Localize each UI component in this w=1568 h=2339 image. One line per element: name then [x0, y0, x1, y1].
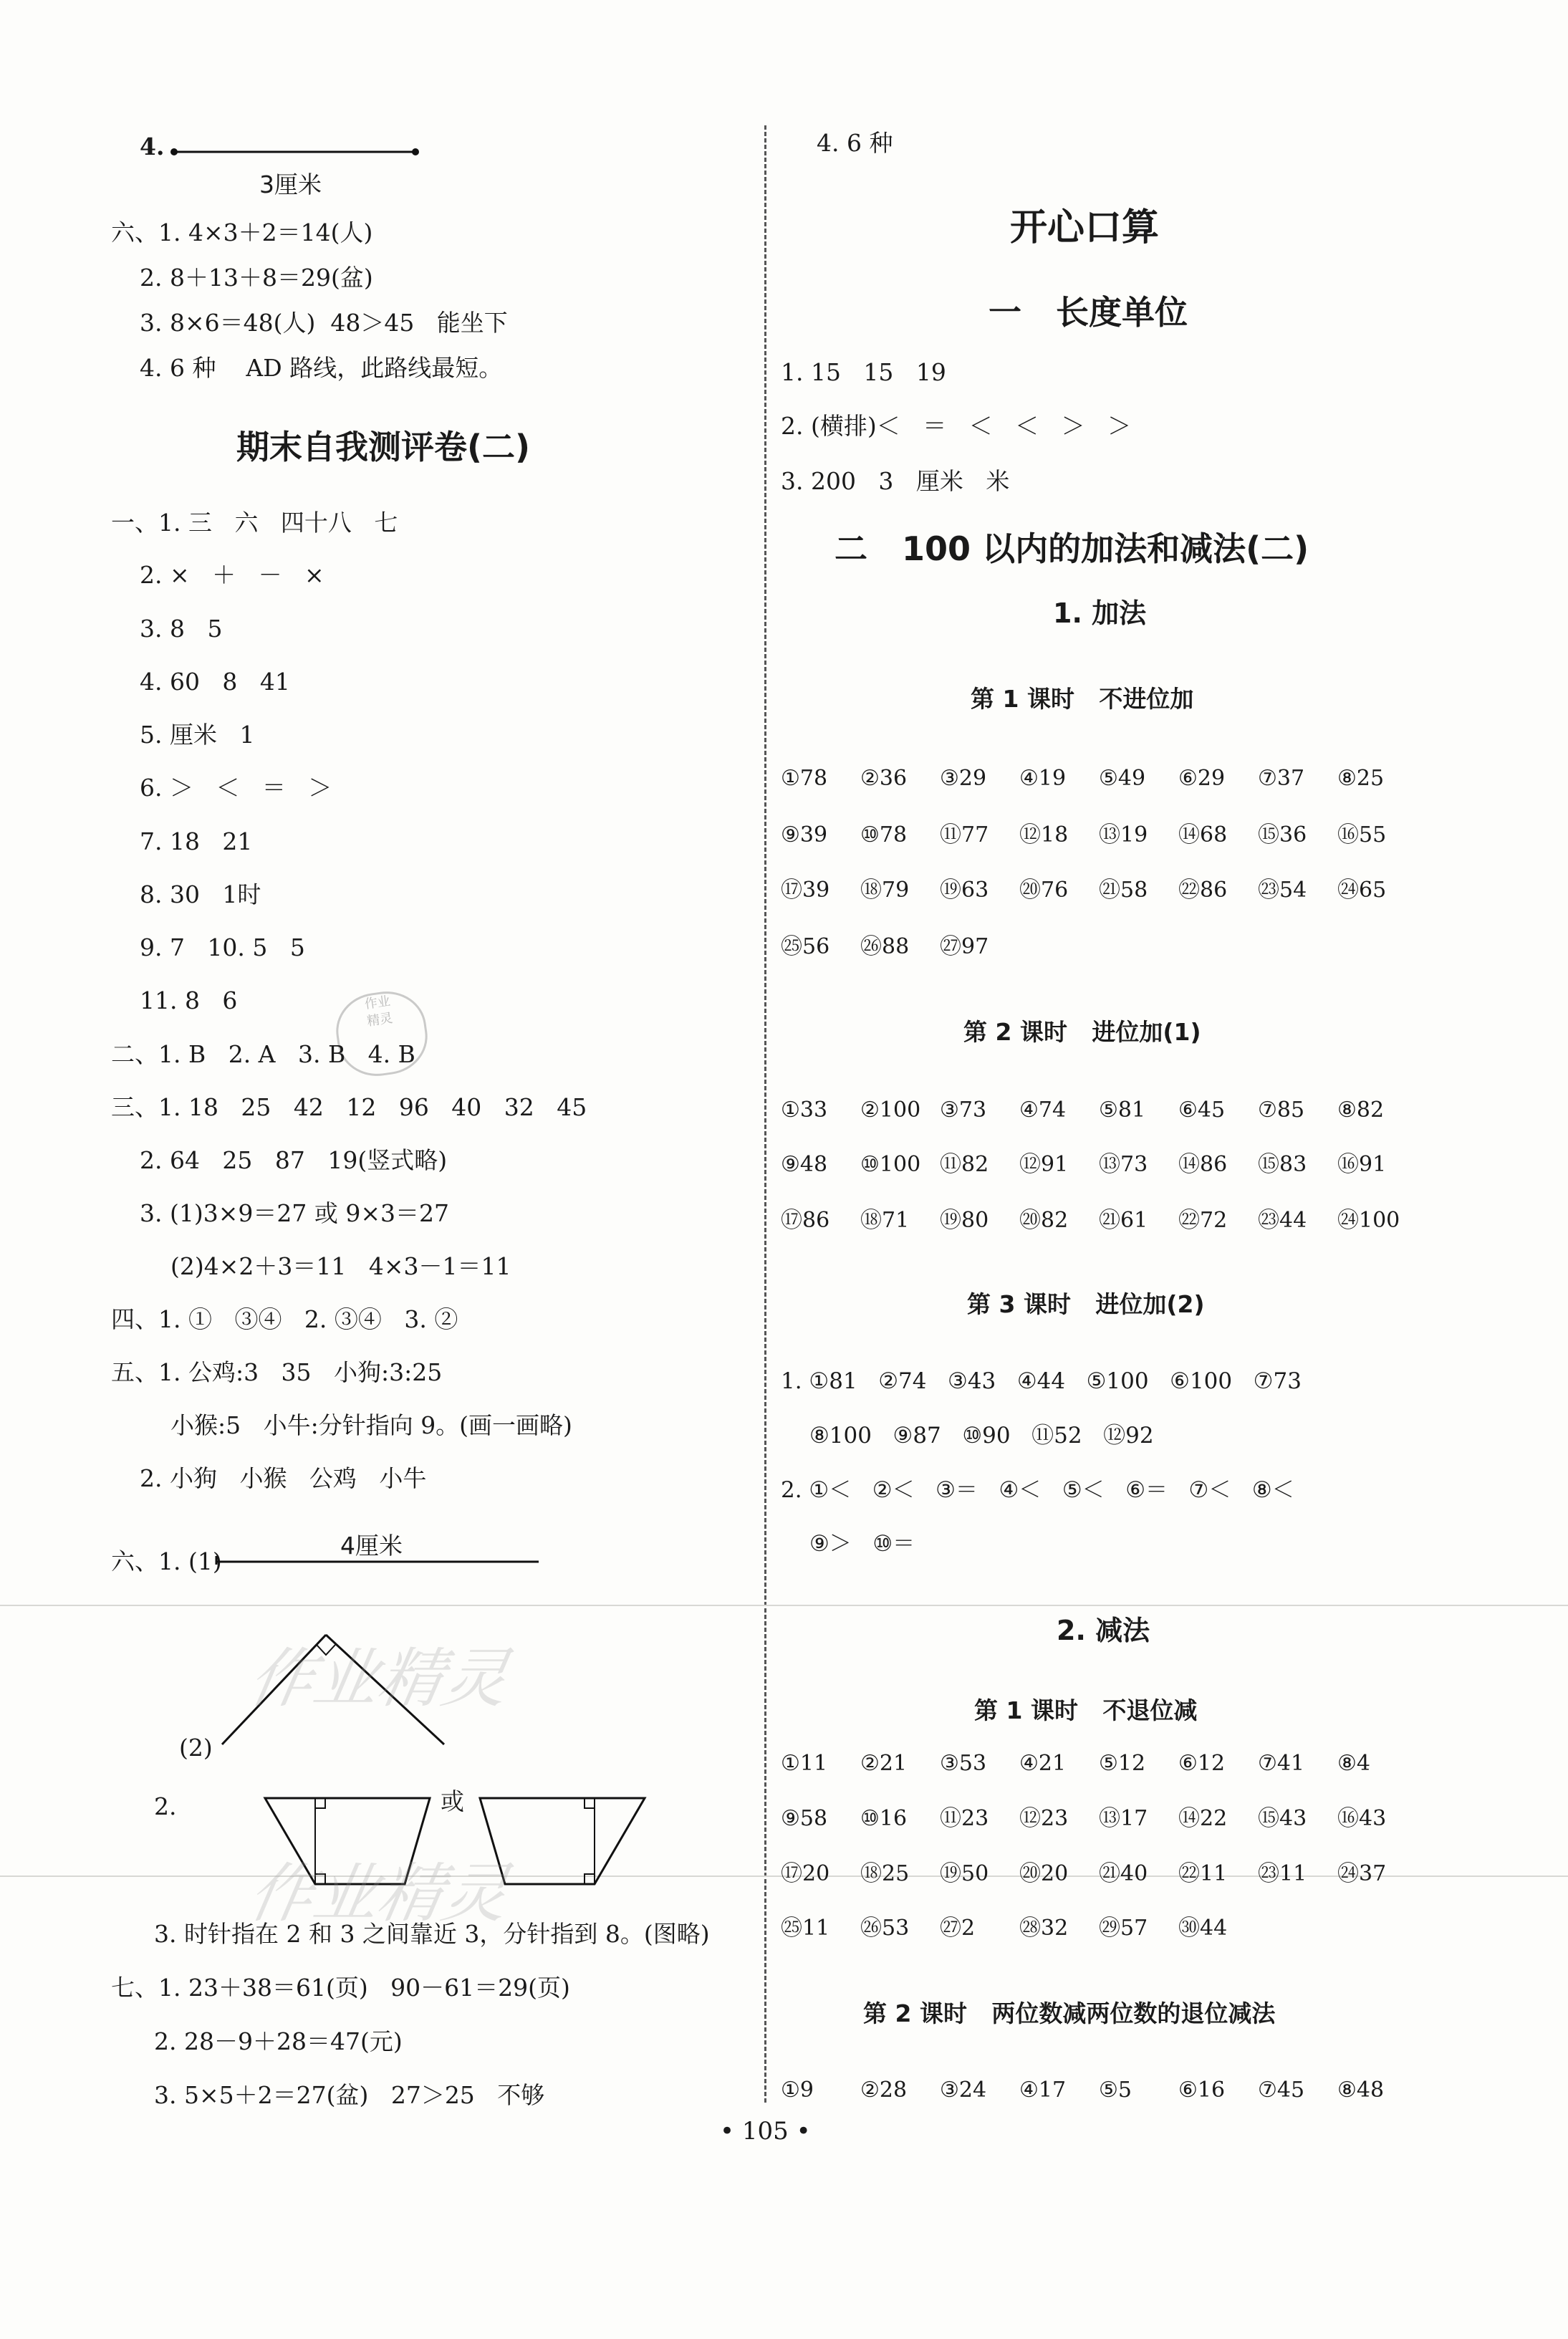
answer-cell: ㉒11	[1178, 1861, 1228, 1886]
answer-line: 一、1. 三 六 四十八 七	[111, 509, 398, 537]
answer-row	[781, 1749, 1417, 1778]
answer-cell: ㉖53	[860, 1916, 910, 1941]
answer-line: 2. 28－9＋28＝47(元)	[154, 2027, 403, 2055]
answer-cell: ③29	[940, 766, 987, 791]
unit-title: 二 100 以内的加法和减法(二)	[834, 529, 1309, 568]
answer-cell: ③53	[940, 1751, 987, 1776]
answer-cell: ⑥45	[1178, 1098, 1226, 1123]
answer-cell: ⑥16	[1178, 2078, 1226, 2103]
subsection-title: 2. 减法	[1057, 1615, 1150, 1646]
answer-line: 4.	[140, 133, 165, 160]
answer-cell: ⑤81	[1099, 1098, 1146, 1123]
watermark: 作业精灵	[243, 1856, 514, 1931]
answer-row	[781, 2076, 1417, 2105]
answer-line: 2. 8＋13＋8＝29(盆)	[140, 264, 373, 292]
answer-cell: ⑱25	[860, 1861, 910, 1886]
lesson-title: 第 2 课时 两位数减两位数的退位减法	[863, 1999, 1276, 2027]
answer-line: 4. 6 种	[817, 129, 893, 157]
answer-cell: ㉑58	[1099, 878, 1148, 903]
answer-cell: ⑳76	[1019, 878, 1069, 903]
answer-line: 五、1. 公鸡:3 35 小狗:3:25	[111, 1358, 443, 1386]
answer-cell: ⑯55	[1337, 822, 1387, 847]
answer-line: 四、1. ① ③④ 2. ③④ 3. ②	[111, 1305, 458, 1333]
answer-cell: ⑳82	[1019, 1208, 1069, 1233]
lesson-title: 第 2 课时 进位加(1)	[963, 1018, 1201, 1046]
answer-cell: ⑲50	[940, 1861, 989, 1886]
answer-cell: ㉚44	[1178, 1916, 1228, 1941]
answer-line: 二、1. B 2. A 3. B 4. B	[111, 1040, 415, 1068]
answer-cell: ⑧4	[1337, 1751, 1370, 1776]
answer-cell: ②21	[860, 1751, 908, 1776]
answer-cell: ④21	[1019, 1751, 1067, 1776]
answer-line: 5. 厘米 1	[140, 721, 255, 749]
answer-cell: ⑧25	[1337, 766, 1385, 791]
answer-cell: ⑱79	[860, 878, 910, 903]
answer-cell: ⑤5	[1099, 2078, 1132, 2103]
or-label: 或	[441, 1787, 464, 1815]
answer-cell: ⑫18	[1019, 822, 1069, 847]
answer-cell: ⑮83	[1258, 1152, 1307, 1177]
answer-cell: ⑨48	[781, 1152, 828, 1177]
answer-line: 6. ＞ ＜ ＝ ＞	[140, 774, 332, 802]
answer-line: 3. 5×5＋2＝27(盆) 27＞25 不够	[154, 2081, 545, 2109]
answer-cell: ⑩100	[860, 1152, 921, 1177]
answer-cell: ⑨39	[781, 822, 828, 847]
answer-line: 六、1. 4×3＋2＝14(人)	[111, 218, 373, 246]
answer-line: 1. 15 15 19	[781, 358, 946, 386]
answer-line: 9. 7 10. 5 5	[140, 933, 305, 961]
answer-cell: ⑧82	[1337, 1098, 1385, 1123]
answer-line: 1. ①81 ②74 ③43 ④44 ⑤100 ⑥100 ⑦73	[781, 1368, 1302, 1394]
answer-row	[781, 821, 1417, 850]
answer-cell: ⑭22	[1178, 1806, 1228, 1831]
answer-cell: ㉒86	[1178, 878, 1228, 903]
answer-row	[781, 1914, 1258, 1943]
answer-line: 4. 60 8 41	[140, 668, 290, 696]
answer-cell: ㉑61	[1099, 1208, 1148, 1233]
answer-cell: ⑮36	[1258, 822, 1307, 847]
answer-line: (2)	[179, 1734, 213, 1762]
answer-cell: ①33	[781, 1098, 828, 1123]
answer-row	[781, 876, 1417, 905]
answer-cell: ⑳20	[1019, 1861, 1069, 1886]
answer-row	[781, 1860, 1417, 1888]
answer-cell: ㉙57	[1099, 1916, 1148, 1941]
answer-cell: ⑦37	[1258, 766, 1305, 791]
answer-cell: ⑩78	[860, 822, 908, 847]
answer-cell: ⑨58	[781, 1806, 828, 1831]
answer-cell: ⑰20	[781, 1861, 830, 1886]
answer-cell: ㉓11	[1258, 1861, 1307, 1886]
answer-line: 2. 64 25 87 19(竖式略)	[140, 1146, 448, 1174]
answer-cell: ㉔37	[1337, 1861, 1387, 1886]
answer-cell: ⑪23	[940, 1806, 989, 1831]
answer-line: 七、1. 23＋38＝61(页) 90－61＝29(页)	[111, 1974, 570, 2002]
answer-line: 3. 8 5	[140, 615, 223, 643]
segment-label: 4厘米	[340, 1532, 403, 1560]
answer-line: 2. 小狗 小猴 公鸡 小牛	[140, 1464, 427, 1492]
lesson-title: 第 1 课时 不进位加	[971, 685, 1194, 713]
answer-cell: ⑮43	[1258, 1806, 1307, 1831]
answer-cell: ⑯91	[1337, 1152, 1387, 1177]
answer-cell: ㉓54	[1258, 878, 1307, 903]
answer-cell: ②28	[860, 2078, 908, 2103]
answer-line: 三、1. 18 25 42 12 96 40 32 45	[111, 1093, 587, 1121]
answer-line: 3. 200 3 厘米 米	[781, 467, 1010, 495]
answer-row	[781, 1096, 1417, 1125]
answer-cell: ㉕56	[781, 934, 830, 959]
answer-row	[781, 933, 1019, 961]
answer-line: 2. (横排)＜ ＝ ＜ ＜ ＞ ＞	[781, 412, 1132, 440]
answer-cell: ⑲63	[940, 878, 989, 903]
answer-line: ⑨＞ ⑩＝	[809, 1531, 915, 1557]
answer-cell: ⑪82	[940, 1152, 989, 1177]
answer-cell: ①11	[781, 1751, 828, 1776]
answer-cell: ④74	[1019, 1098, 1067, 1123]
answer-cell: ②100	[860, 1098, 921, 1123]
lesson-title: 第 3 课时 进位加(2)	[967, 1290, 1205, 1318]
answer-cell: ㉑40	[1099, 1861, 1148, 1886]
answer-row	[781, 1206, 1417, 1235]
answer-cell: ㉒72	[1178, 1208, 1228, 1233]
answer-line: 11. 8 6	[140, 986, 238, 1014]
answer-cell: ㉗97	[940, 934, 989, 959]
answer-line: ⑧100 ⑨87 ⑩90 ⑪52 ⑫92	[809, 1423, 1154, 1449]
answer-cell: ㉔100	[1337, 1208, 1400, 1233]
answer-cell: ⑪77	[940, 822, 989, 847]
answer-line: 3. (1)3×9＝27 或 9×3＝27	[140, 1199, 449, 1227]
segment-label: 3厘米	[259, 170, 322, 198]
lesson-title: 第 1 课时 不退位减	[974, 1696, 1198, 1724]
answer-cell: ⑬17	[1099, 1806, 1148, 1831]
segment-3cm	[168, 143, 426, 160]
answer-cell: ⑫23	[1019, 1806, 1069, 1831]
answer-cell: ㉗2	[940, 1916, 976, 1941]
answer-line: 2. ①＜ ②＜ ③＝ ④＜ ⑤＜ ⑥＝ ⑦＜ ⑧＜	[781, 1477, 1294, 1503]
watermark-stamp: 作业 精灵	[332, 986, 433, 1081]
column-divider	[764, 125, 766, 2103]
answer-cell: ⑱71	[860, 1208, 910, 1233]
answer-cell: ㉖88	[860, 934, 910, 959]
answer-line: 7. 18 21	[140, 827, 253, 855]
answer-cell: ③73	[940, 1098, 987, 1123]
answer-cell: ⑤49	[1099, 766, 1146, 791]
answer-line: 小猴:5 小牛:分针指向 9。(画一画略)	[170, 1411, 572, 1439]
answer-cell: ㉔65	[1337, 878, 1387, 903]
watermark: 作业精灵	[243, 1641, 514, 1716]
answer-cell: ⑫91	[1019, 1152, 1069, 1177]
answer-cell: ⑯43	[1337, 1806, 1387, 1831]
answer-cell: ⑬73	[1099, 1152, 1148, 1177]
answer-cell: ⑤12	[1099, 1751, 1146, 1776]
answer-line: (2)4×2＋3＝11 4×3－1＝11	[170, 1252, 511, 1280]
answer-cell: ③24	[940, 2078, 987, 2103]
answer-cell: ⑦41	[1258, 1751, 1305, 1776]
answer-cell: ⑰86	[781, 1208, 830, 1233]
answer-cell: ①78	[781, 766, 828, 791]
answer-cell: ②36	[860, 766, 908, 791]
answer-cell: ①9	[781, 2078, 814, 2103]
answer-cell: ⑲80	[940, 1208, 989, 1233]
segment-4cm	[215, 1555, 544, 1569]
answer-line: 8. 30 1时	[140, 880, 261, 908]
answer-line: 2.	[154, 1792, 177, 1820]
fold-line	[0, 1605, 1568, 1606]
answer-cell: ㉓44	[1258, 1208, 1307, 1233]
answer-cell: ④19	[1019, 766, 1067, 791]
answer-line: 2. × ＋ － ×	[140, 561, 324, 589]
answer-row	[781, 1151, 1417, 1179]
answer-cell: ⑦45	[1258, 2078, 1305, 2103]
answer-cell: ⑭68	[1178, 822, 1228, 847]
section-title: 开心口算	[1010, 206, 1160, 249]
answer-cell: ⑥29	[1178, 766, 1226, 791]
answer-line: 4. 6 种 AD 路线，此路线最短。	[140, 354, 503, 382]
unit-title: 一 长度单位	[989, 293, 1188, 332]
subsection-title: 1. 加法	[1053, 597, 1147, 629]
answer-cell: ㉕11	[781, 1916, 830, 1941]
answer-cell: ⑧48	[1337, 2078, 1385, 2103]
answer-row	[781, 1805, 1417, 1833]
answer-cell: ㉘32	[1019, 1916, 1069, 1941]
answer-line: 六、1. (1)	[111, 1547, 222, 1575]
section-title: 期末自我测评卷(二)	[236, 428, 531, 466]
answer-row	[781, 764, 1417, 793]
answer-line: 3. 8×6＝48(人) 48＞45 能坐下	[140, 309, 508, 337]
answer-cell: ⑦85	[1258, 1098, 1305, 1123]
answer-cell: ⑩16	[860, 1806, 908, 1831]
answer-cell: ⑬19	[1099, 822, 1148, 847]
answer-cell: ⑭86	[1178, 1152, 1228, 1177]
answer-cell: ⑰39	[781, 878, 830, 903]
answer-cell: ⑥12	[1178, 1751, 1226, 1776]
answer-line: 3. 时针指在 2 和 3 之间靠近 3，分针指到 8。(图略)	[154, 1920, 710, 1948]
page-number: • 105 •	[720, 2117, 811, 2146]
answer-cell: ④17	[1019, 2078, 1067, 2103]
